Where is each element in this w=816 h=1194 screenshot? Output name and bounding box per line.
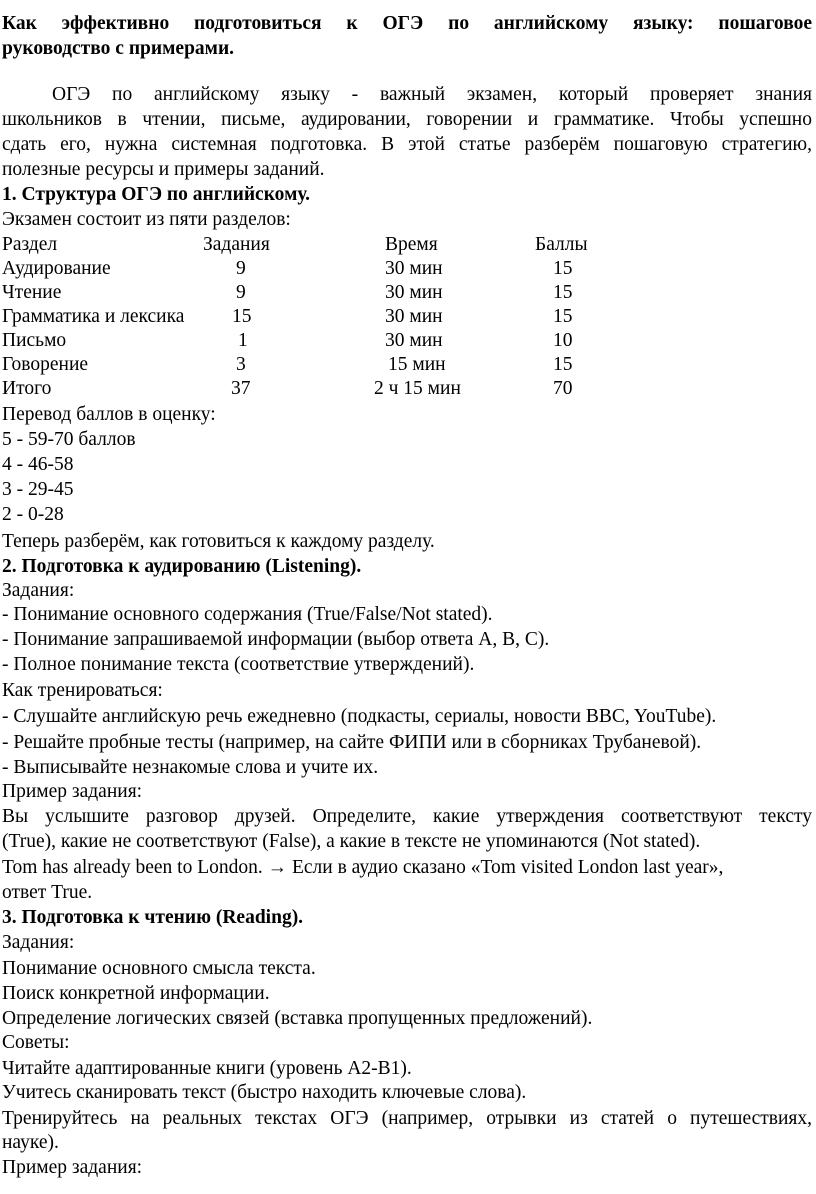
table-cell-section: Итого (2, 378, 52, 399)
list-item: Учитесь сканировать текст (быстро находить ключевые слова). (2, 1082, 527, 1103)
example-line-1: Вы услышите разговор друзей. Определите, какие утверждения соответствуют тексту (2, 806, 812, 827)
table-row (2, 281, 812, 305)
table-cell-time: 2 ч 15 мин (374, 378, 461, 399)
grade-item: 3 - 29-45 (2, 479, 74, 500)
table-row (2, 305, 812, 329)
example-line-4: ответ True. (2, 882, 93, 903)
title-line-1: Как эффективно подготовиться к ОГЭ по английскому языку: пошаговое (2, 13, 812, 34)
table-cell-time: 30 мин (385, 282, 443, 303)
table-header-section: Раздел (2, 234, 58, 255)
section3-tips-label: Советы: (2, 1032, 70, 1053)
section1-outro: Теперь разберём, как готовиться к каждому разделу. (2, 531, 435, 552)
table-cell-time: 30 мин (385, 330, 443, 351)
section3-example-label: Пример задания: (2, 1157, 143, 1178)
list-item: Читайте адаптированные книги (уровень A2-B1). (2, 1058, 412, 1079)
list-item: - Понимание основного содержания (True/False/Not stated). (2, 604, 493, 625)
table-cell-time: 15 мин (388, 354, 446, 375)
list-item: - Слушайте английскую речь ежедневно (подкасты, сериалы, новости BBC, YouTube). (2, 706, 717, 727)
list-item: Поиск конкретной информации. (2, 983, 270, 1004)
table-cell-points: 15 (553, 258, 573, 279)
table-row (2, 257, 812, 281)
table-cell-section: Говорение (2, 354, 89, 375)
section2-heading: 2. Подготовка к аудированию (Listening). (2, 556, 362, 577)
section3-heading: 3. Подготовка к чтению (Reading). (2, 907, 304, 928)
list-item: науке). (2, 1132, 59, 1153)
table-cell-tasks: 3 (236, 354, 246, 375)
section1-heading: 1. Структура ОГЭ по английскому. (2, 184, 311, 205)
grade-item: 5 - 59-70 баллов (2, 429, 136, 450)
table-cell-time: 30 мин (385, 258, 443, 279)
example-line-2: (True), какие не соответствуют (False), а какие в тексте не упоминаются (Not stated). (2, 831, 701, 852)
intro-line-3: сдать его, нужна системная подготовка. В этой статье разберём пошаговую стратегию, (2, 134, 812, 155)
table-cell-section: Аудирование (2, 258, 111, 279)
intro-line-2: школьников в чтении, письме, аудировании, говорении и грамматике. Чтобы успешно (2, 109, 812, 130)
table-header-tasks: Задания (203, 234, 270, 255)
table-row (2, 353, 812, 377)
section1-lead: Экзамен состоит из пяти разделов: (2, 209, 291, 230)
table-cell-tasks: 9 (236, 282, 246, 303)
section2-example-label: Пример задания: (2, 781, 143, 802)
table-cell-tasks: 9 (236, 258, 246, 279)
list-item: Определение логических связей (вставка пропущенных предложений). (2, 1008, 593, 1029)
table-cell-points: 15 (553, 306, 573, 327)
table-cell-section: Письмо (2, 330, 67, 351)
section2-train-label: Как тренироваться: (2, 680, 163, 701)
list-item: - Выписывайте незнакомые слова и учите их. (2, 757, 379, 778)
list-item: Понимание основного смысла текста. (2, 958, 316, 979)
table-row-total (2, 377, 812, 401)
list-item: - Понимание запрашиваемой информации (выбор ответа A, B, C). (2, 629, 550, 650)
table-row (2, 329, 812, 353)
table-header-time: Время (385, 234, 438, 255)
example-line-3: Tom has already been to London. → Если в аудио сказано «Tom visited London last year», (2, 857, 724, 878)
title-line-2: руководство с примерами. (2, 38, 235, 59)
section2-tasks-label: Задания: (2, 580, 75, 601)
table-cell-points: 15 (553, 354, 573, 375)
intro-line-4: полезные ресурсы и примеры заданий. (2, 159, 325, 180)
table-header-row (2, 233, 812, 257)
table-cell-section: Чтение (2, 282, 62, 303)
table-cell-tasks: 15 (232, 306, 252, 327)
intro-line-1: ОГЭ по английскому языку - важный экзамен, который проверяет знания (52, 84, 812, 105)
list-item: - Полное понимание текста (соответствие утверждений). (2, 654, 475, 675)
list-item: Тренируйтесь на реальных текстах ОГЭ (например, отрывки из статей о путешествиях, (2, 1108, 812, 1129)
grades-title: Перевод баллов в оценку: (2, 404, 216, 425)
table-cell-time: 30 мин (385, 306, 443, 327)
table-cell-tasks: 37 (231, 378, 251, 399)
grade-item: 4 - 46-58 (2, 454, 74, 475)
grade-item: 2 - 0-28 (2, 504, 64, 525)
table-cell-points: 70 (553, 378, 573, 399)
list-item: - Решайте пробные тесты (например, на сайте ФИПИ или в сборниках Трубаневой). (2, 732, 702, 753)
section3-tasks-label: Задания: (2, 932, 75, 953)
table-cell-tasks: 1 (238, 330, 248, 351)
table-cell-points: 15 (553, 282, 573, 303)
table-cell-section: Грамматика и лексика (2, 306, 185, 327)
table-header-points: Баллы (535, 234, 588, 255)
table-cell-points: 10 (553, 330, 573, 351)
